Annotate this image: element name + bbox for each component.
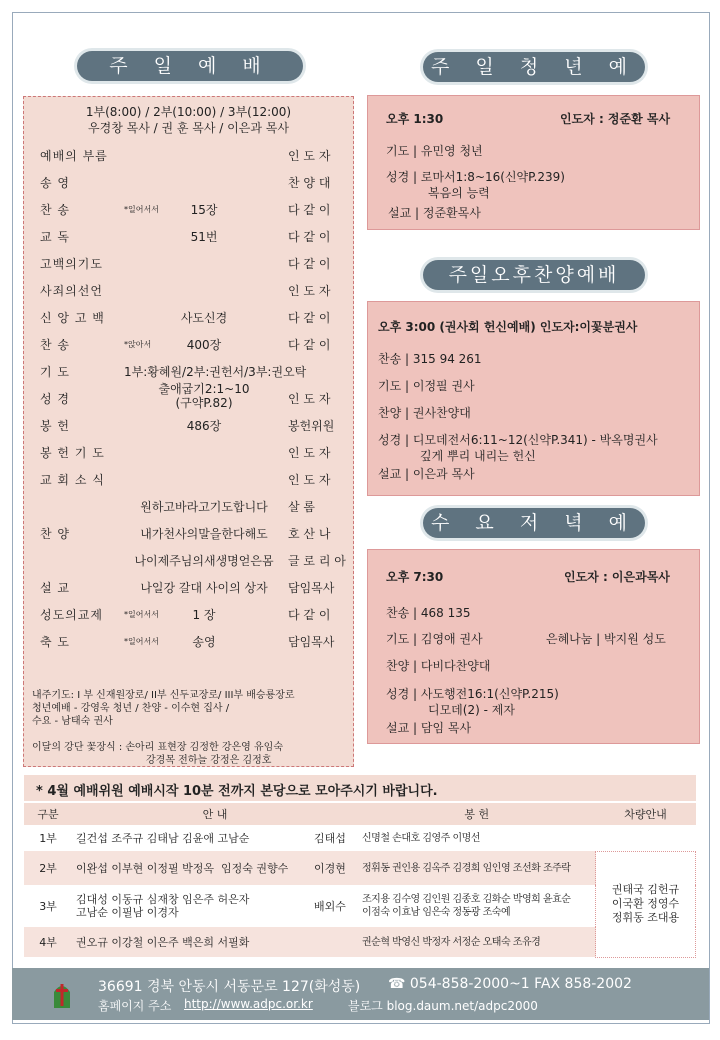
row-offer: 조지용 김수영 김인원 김종호 김화순 박영희 윤효순 이점숙 이효남 임은숙 정동광 조숙예: [362, 894, 571, 918]
order-row: [24, 600, 353, 627]
row-guide: 이완섭 이부현 이정필 박정옥 임정숙 권향수: [76, 861, 289, 875]
afternoon-head: 오후 3:00 (권사회 헌신예배) 인도자:이꽃분권사: [378, 320, 638, 334]
footer: [12, 968, 709, 1020]
order-leader: 살 롬: [288, 500, 315, 514]
order-leader: 인 도 자: [288, 392, 331, 406]
order-label: 찬 송: [40, 338, 70, 352]
committee-row: [24, 885, 696, 927]
order-posture: *앉아서: [124, 340, 152, 349]
order-content: 486장: [186, 419, 222, 433]
order-content: 나일강 갈대 사이의 상자: [140, 581, 268, 595]
order-label: 봉 헌 기 도: [40, 446, 105, 460]
homepage-link[interactable]: http://www.adpc.or.kr: [184, 997, 313, 1011]
col-div: 구분: [37, 808, 59, 821]
afternoon-sermon: 설교 | 이은과 목사: [378, 467, 475, 481]
order-leader: 다 같 이: [288, 230, 331, 244]
wednesday-box: [367, 549, 700, 744]
order-row: [24, 168, 353, 195]
order-leader: 찬 양 대: [288, 176, 331, 190]
order-content: 원하고바라고기도합니다: [140, 500, 268, 514]
order-leader: 다 같 이: [288, 311, 331, 325]
row-guide: 길건섭 조주규 김태남 김윤애 고남순: [76, 831, 250, 845]
committee-table: [24, 803, 696, 958]
row-guide: 권오규 이강철 이은주 백은희 서필화: [76, 935, 250, 949]
footer-address: 36691 경북 안동시 서동문로 127(화성동): [98, 979, 361, 995]
order-content: 송영: [192, 635, 216, 649]
order-row: [24, 195, 353, 222]
order-row: [24, 357, 353, 384]
order-leader: 다 같 이: [288, 203, 331, 217]
order-row: [24, 411, 353, 438]
order-posture: *일어서서: [124, 637, 159, 646]
order-label: 찬 양: [40, 527, 70, 541]
youth-prayer: 기도 | 유민영 청년: [386, 144, 483, 158]
row-name: 이경현: [314, 862, 346, 875]
committee-row: [24, 851, 696, 885]
order-leader: 봉헌위원: [288, 419, 335, 433]
footer-home-label: 홈페이지 주소: [98, 999, 172, 1013]
row-offer: 정휘동 권인용 김옥주 김경희 임인영 조선화 조주락: [362, 862, 571, 874]
afternoon-prayer: 기도 | 이정필 권사: [378, 379, 475, 393]
order-leader: 인 도 자: [288, 446, 331, 460]
order-label: 송 영: [40, 176, 70, 190]
order-row: [24, 222, 353, 249]
wednesday-title: 수 요 저 녁 예: [423, 508, 645, 538]
row-div: 1부: [39, 832, 57, 845]
committee-row: [24, 825, 696, 851]
footer-phone: ☎ 054-858-2000~1 FAX 858-2002: [388, 976, 632, 992]
order-row: [24, 573, 353, 600]
wednesday-grace: 은혜나눔 | 박지원 성도: [546, 632, 666, 646]
wednesday-bible-title: 디모데(2) - 제자: [428, 703, 515, 717]
row-div: 3부: [39, 900, 57, 913]
order-leader: 다 같 이: [288, 608, 331, 622]
youth-box: [367, 95, 700, 230]
order-row: [24, 384, 353, 411]
row-guide: 김대성 이동규 심재창 임은주 허은자 고남순 이필남 이경자: [76, 893, 250, 919]
notes-box: [23, 682, 354, 767]
order-posture: *일어서서: [124, 205, 159, 214]
youth-bible: 성경 | 로마서1:8~16(신약P.239): [386, 170, 565, 184]
wednesday-bible: 성경 | 사도행전16:1(신약P.215): [386, 687, 559, 701]
row-div: 4부: [39, 936, 57, 949]
row-name: 김태섭: [314, 832, 346, 845]
order-row: [24, 141, 353, 168]
order-leader: 다 같 이: [288, 338, 331, 352]
afternoon-bible-title: 깊게 뿌리 내리는 헌신: [420, 449, 536, 463]
order-row: [24, 249, 353, 276]
service-pastors: 우경창 목사 / 권 훈 목사 / 이은과 목사: [88, 121, 289, 135]
car-guide: 권태국 김헌규 이국환 정영수 정휘동 조대용: [596, 851, 696, 957]
order-leader: 인 도 자: [288, 473, 331, 487]
order-row: [24, 276, 353, 303]
church-cross-icon: [52, 978, 72, 1010]
order-row: [24, 303, 353, 330]
order-label: 기 도: [40, 365, 70, 379]
afternoon-bible: 성경 | 디모데전서6:11~12(신약P.341) - 박옥명권사: [378, 433, 658, 447]
col-offer: 봉 헌: [464, 808, 490, 821]
order-label: 고백의기도: [40, 257, 103, 271]
wednesday-leader: 인도자 : 이은과목사: [564, 570, 670, 584]
prayer-note: 내주기도: I 부 신재원장로/ II부 신두교장로/ III부 배승룡장로: [32, 690, 295, 701]
youth-title: 주 일 청 년 예: [423, 52, 645, 82]
row-name: [310, 927, 358, 957]
order-label: 예배의 부름: [40, 149, 108, 163]
order-content: 1부:황혜원/2부:권헌서/3부:권오탁: [124, 365, 307, 379]
afternoon-hymn: 찬송 | 315 94 261: [378, 352, 482, 366]
order-label: 축 도: [40, 635, 70, 649]
service-times: 1부(8:00) / 2부(10:00) / 3부(12:00): [85, 105, 292, 119]
committee-header-row: [24, 803, 696, 825]
order-row: [24, 546, 353, 573]
order-leader: 인 도 자: [288, 149, 331, 163]
order-row: [24, 519, 353, 546]
order-row: [24, 627, 353, 654]
order-leader: 글 로 리 아: [288, 554, 346, 568]
flower-note-2: 강경목 전하늘 강정은 김정호: [146, 755, 272, 766]
wed-note: 수요 - 남태숙 권사: [32, 716, 113, 727]
col-car: 차량안내: [624, 808, 667, 821]
order-content: 사도신경: [180, 311, 228, 325]
flower-note: 이달의 강단 꽃장식 : 손아리 표현장 김정한 강은영 유임숙: [32, 742, 283, 753]
row-offer: 권순혁 박영신 박정자 서정순 오태숙 조유경: [362, 936, 541, 948]
afternoon-praise: 찬양 | 권사찬양대: [378, 406, 471, 420]
order-leader: 호 산 나: [288, 527, 331, 541]
order-leader: 담임목사: [288, 635, 335, 649]
youth-leader: 인도자 : 정준환 목사: [560, 112, 671, 126]
order-content: 51번: [190, 230, 218, 244]
committee-heading-bar: [24, 775, 696, 801]
row-offer: 신명철 손대호 김영주 이명선: [362, 832, 480, 844]
wednesday-prayer: 기도 | 김영애 권사: [386, 632, 483, 646]
youth-time: 오후 1:30: [386, 112, 444, 126]
order-label: 설 교: [40, 581, 70, 595]
order-leader: 다 같 이: [288, 257, 331, 271]
order-label: 교 독: [40, 230, 70, 244]
footer-blog[interactable]: 블로그 blog.daum.net/adpc2000: [348, 999, 538, 1013]
order-posture: *일어서서: [124, 610, 159, 619]
order-leader: 담임목사: [288, 581, 335, 595]
youth-note: 청년예배 - 강영욱 청년 / 찬양 - 이수현 집사 /: [32, 703, 230, 714]
sunday-order-box: [23, 96, 354, 684]
order-row: [24, 330, 353, 357]
wednesday-praise: 찬양 | 다비다찬양대: [386, 659, 491, 673]
row-name: 배외수: [314, 900, 346, 913]
order-label: 찬 송: [40, 203, 70, 217]
order-label: 신 앙 고 백: [40, 311, 105, 325]
order-leader: 인 도 자: [288, 284, 331, 298]
order-row: [24, 438, 353, 465]
wednesday-sermon: 설교 | 담임 목사: [386, 721, 472, 735]
order-content: 나이제주님의새생명얻은몸: [134, 554, 274, 568]
committee-heading: * 4월 예배위원 예배시작 10분 전까지 본당으로 모아주시기 바랍니다.: [36, 784, 438, 799]
order-content: 400장: [186, 338, 222, 352]
afternoon-box: [367, 301, 700, 496]
committee-row: [24, 927, 696, 957]
youth-sermon: 설교 | 정준환목사: [388, 206, 481, 220]
order-label: 교 회 소 식: [40, 473, 105, 487]
youth-bible-title: 복음의 능력: [428, 186, 490, 200]
wednesday-time: 오후 7:30: [386, 570, 444, 584]
order-label: 성 경: [40, 392, 70, 406]
col-guide: 안 내: [202, 808, 228, 821]
afternoon-title: 주일오후찬양예배: [423, 260, 645, 290]
order-content: 내가천사의말을한다해도: [140, 527, 268, 541]
order-label: 성도의교제: [40, 608, 103, 622]
order-content: 1 장: [192, 608, 216, 622]
sunday-worship-title: 주 일 예 배: [77, 51, 303, 81]
order-content: 출애굽기2:1~10 (구약P.82): [158, 382, 250, 410]
order-row: [24, 465, 353, 492]
order-label: 사죄의선언: [40, 284, 103, 298]
wednesday-hymn: 찬송 | 468 135: [386, 606, 471, 620]
order-row: [24, 492, 353, 519]
order-content: 15장: [190, 203, 218, 217]
row-div: 2부: [39, 862, 57, 875]
order-label: 봉 헌: [40, 419, 70, 433]
